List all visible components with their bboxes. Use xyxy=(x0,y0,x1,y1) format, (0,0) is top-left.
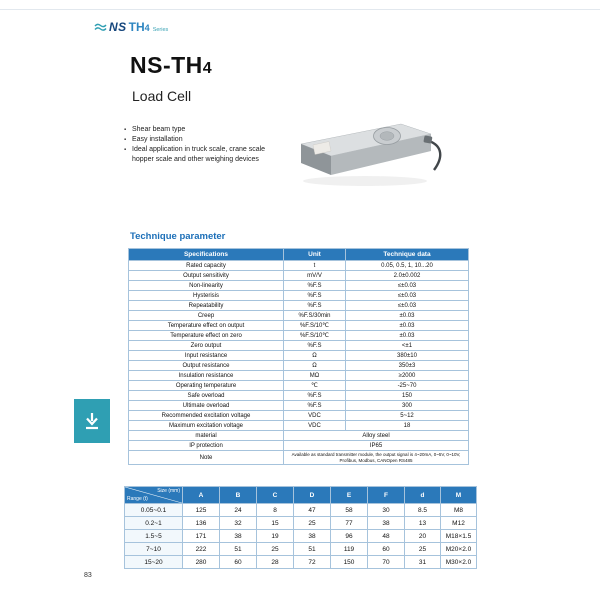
product-title xyxy=(130,52,212,79)
range-cell: 0.05~0.1 xyxy=(125,504,183,517)
spec-value: 150 xyxy=(346,391,469,401)
spec-table xyxy=(128,248,469,465)
spec-row xyxy=(129,361,469,371)
brand-name: NS xyxy=(109,20,127,34)
spec-name: Note xyxy=(129,451,284,465)
range-cell: 1.5~5 xyxy=(125,530,183,543)
size-cell: 25 xyxy=(257,543,294,556)
spec-row xyxy=(129,401,469,411)
top-divider xyxy=(0,9,600,10)
product-photo xyxy=(283,108,448,193)
spec-value: 2.0±0.002 xyxy=(346,271,469,281)
size-cell: M18×1.5 xyxy=(441,530,477,543)
spec-value: 0.05, 0.5, 1, 10...20 xyxy=(346,261,469,271)
size-cell: M20×2.0 xyxy=(441,543,477,556)
spec-name: IP protection xyxy=(129,441,284,451)
size-cell: 8 xyxy=(257,504,294,517)
spec-name: Temperature effect on output xyxy=(129,321,284,331)
size-cell: 96 xyxy=(331,530,368,543)
range-cell: 0.2~1 xyxy=(125,517,183,530)
spec-unit: %F.S xyxy=(284,281,346,291)
spec-value: ≤±0.03 xyxy=(346,291,469,301)
size-cell: 38 xyxy=(220,530,257,543)
spec-value: Alloy steel xyxy=(284,431,469,441)
corner-cell xyxy=(125,487,183,504)
spec-unit: %F.S xyxy=(284,391,346,401)
spec-unit: mV/V xyxy=(284,271,346,281)
size-cell: 150 xyxy=(331,556,368,569)
spec-name: Non-linearity xyxy=(129,281,284,291)
size-row xyxy=(125,556,477,569)
product-title-main: NS-TH xyxy=(130,52,203,78)
size-row xyxy=(125,543,477,556)
spec-unit: %F.S xyxy=(284,291,346,301)
size-cell: 280 xyxy=(183,556,220,569)
size-cell: 58 xyxy=(331,504,368,517)
size-cell: 38 xyxy=(294,530,331,543)
size-col-header: B xyxy=(220,487,257,504)
spec-row xyxy=(129,371,469,381)
download-mark xyxy=(74,399,110,443)
size-row xyxy=(125,517,477,530)
spec-row xyxy=(129,381,469,391)
spec-value: IP65 xyxy=(284,441,469,451)
size-cell: 38 xyxy=(368,517,405,530)
size-cell: 125 xyxy=(183,504,220,517)
size-col-header: M xyxy=(441,487,477,504)
col-header-specifications: Specifications xyxy=(129,249,284,261)
spec-name: Insulation resistance xyxy=(129,371,284,381)
size-cell: 15 xyxy=(257,517,294,530)
spec-unit: %F.S xyxy=(284,401,346,411)
spec-row xyxy=(129,271,469,281)
size-cell: 8.5 xyxy=(405,504,441,517)
spec-value: 18 xyxy=(346,421,469,431)
size-cell: 70 xyxy=(368,556,405,569)
spec-row xyxy=(129,421,469,431)
size-col-header: A xyxy=(183,487,220,504)
size-header-row xyxy=(125,487,477,504)
size-cell: 19 xyxy=(257,530,294,543)
spec-unit: ℃ xyxy=(284,381,346,391)
size-cell: 222 xyxy=(183,543,220,556)
size-cell: 28 xyxy=(257,556,294,569)
spec-name: Rated capacity xyxy=(129,261,284,271)
spec-name: Recommended excitation voltage xyxy=(129,411,284,421)
spec-unit: %F.S xyxy=(284,341,346,351)
size-cell: 13 xyxy=(405,517,441,530)
spec-unit: %F.S xyxy=(284,301,346,311)
size-col-header: F xyxy=(368,487,405,504)
size-cell: M30×2.0 xyxy=(441,556,477,569)
feature-list xyxy=(124,125,284,165)
spec-value: ≥2000 xyxy=(346,371,469,381)
spec-unit: MΩ xyxy=(284,371,346,381)
size-table xyxy=(124,486,477,569)
spec-name: Input resistance xyxy=(129,351,284,361)
spec-name: Output sensitivity xyxy=(129,271,284,281)
col-header-unit: Unit xyxy=(284,249,346,261)
size-col-header: D xyxy=(294,487,331,504)
download-icon xyxy=(82,410,102,432)
spec-header-row xyxy=(129,249,469,261)
spec-name: Temperature effect on zero xyxy=(129,331,284,341)
spec-row-ip xyxy=(129,441,469,451)
page-number: 83 xyxy=(84,572,92,579)
logo-wave-icon xyxy=(94,22,107,32)
size-cell: 31 xyxy=(405,556,441,569)
spec-value: 380±10 xyxy=(346,351,469,361)
spec-name: Creep xyxy=(129,311,284,321)
size-col-header: d xyxy=(405,487,441,504)
spec-row xyxy=(129,291,469,301)
spec-value: <±1 xyxy=(346,341,469,351)
corner-label-size: Size (mm) xyxy=(157,488,180,494)
size-cell: M12 xyxy=(441,517,477,530)
spec-row xyxy=(129,321,469,331)
feature-item: ▪ Shear beam type xyxy=(124,125,284,135)
spec-row xyxy=(129,341,469,351)
feature-item: ▪ Easy installation xyxy=(124,135,284,145)
size-col-header: C xyxy=(257,487,294,504)
spec-value: ≤±0.03 xyxy=(346,301,469,311)
section-title: Technique parameter xyxy=(130,231,226,242)
spec-name: Zero output xyxy=(129,341,284,351)
range-cell: 15~20 xyxy=(125,556,183,569)
spec-unit: VDC xyxy=(284,421,346,431)
size-row xyxy=(125,504,477,517)
spec-value: 5~12 xyxy=(346,411,469,421)
spec-row xyxy=(129,261,469,271)
spec-name: Maximum excitation voltage xyxy=(129,421,284,431)
size-cell: 51 xyxy=(294,543,331,556)
size-cell: 60 xyxy=(368,543,405,556)
spec-value: -25~70 xyxy=(346,381,469,391)
spec-value: ±0.03 xyxy=(346,331,469,341)
spec-unit: %F.S/30min xyxy=(284,311,346,321)
spec-row xyxy=(129,281,469,291)
spec-row xyxy=(129,301,469,311)
product-title-number: 4 xyxy=(202,60,213,77)
brand-logo xyxy=(94,20,168,34)
size-cell: 77 xyxy=(331,517,368,530)
size-cell: 119 xyxy=(331,543,368,556)
spec-unit: %F.S/10℃ xyxy=(284,321,346,331)
brand-series-label: Series xyxy=(152,27,169,33)
size-cell: 20 xyxy=(405,530,441,543)
spec-value: 300 xyxy=(346,401,469,411)
spec-unit: t xyxy=(284,261,346,271)
spec-unit: Ω xyxy=(284,351,346,361)
size-cell: 47 xyxy=(294,504,331,517)
spec-name: Repeatability xyxy=(129,301,284,311)
brand-series: TH xyxy=(128,20,145,34)
size-cell: 30 xyxy=(368,504,405,517)
spec-name: Hysterisis xyxy=(129,291,284,301)
size-cell: 24 xyxy=(220,504,257,517)
feature-item: ▪ Ideal application in truck scale, crane scale hopper scale and other weighing devices xyxy=(124,145,284,165)
spec-unit: VDC xyxy=(284,411,346,421)
spec-row xyxy=(129,391,469,401)
size-cell: 72 xyxy=(294,556,331,569)
spec-row xyxy=(129,351,469,361)
spec-name: material xyxy=(129,431,284,441)
spec-row-material xyxy=(129,431,469,441)
corner-label-range: Range (t) xyxy=(127,496,148,502)
size-cell: 136 xyxy=(183,517,220,530)
size-cell: 25 xyxy=(294,517,331,530)
size-cell: 171 xyxy=(183,530,220,543)
spec-name: Safe overload xyxy=(129,391,284,401)
size-cell: 32 xyxy=(220,517,257,530)
spec-name: Operating temperature xyxy=(129,381,284,391)
size-cell: 25 xyxy=(405,543,441,556)
spec-row xyxy=(129,331,469,341)
spec-value: ±0.03 xyxy=(346,321,469,331)
size-col-header: E xyxy=(331,487,368,504)
spec-row xyxy=(129,411,469,421)
spec-name: Ultimate overload xyxy=(129,401,284,411)
product-subtitle: Load Cell xyxy=(132,88,192,104)
col-header-technique-data: Technique data xyxy=(346,249,469,261)
spec-unit: %F.S/10℃ xyxy=(284,331,346,341)
size-cell: 51 xyxy=(220,543,257,556)
spec-value: ±0.03 xyxy=(346,311,469,321)
spec-name: Output resistance xyxy=(129,361,284,371)
spec-value: ≤±0.03 xyxy=(346,281,469,291)
size-cell: 60 xyxy=(220,556,257,569)
spec-unit: Ω xyxy=(284,361,346,371)
size-cell: M8 xyxy=(441,504,477,517)
range-cell: 7~10 xyxy=(125,543,183,556)
spec-note: Available as standard transmitter module, the output signal is 4~20mA, 0~5V, 0~10V, Profibus, Modbus, CANOpen RS485 xyxy=(284,451,469,465)
size-cell: 48 xyxy=(368,530,405,543)
brand-series-number: 4 xyxy=(144,23,150,33)
spec-row-note xyxy=(129,451,469,465)
spec-value: 350±3 xyxy=(346,361,469,371)
spec-row xyxy=(129,311,469,321)
size-row xyxy=(125,530,477,543)
